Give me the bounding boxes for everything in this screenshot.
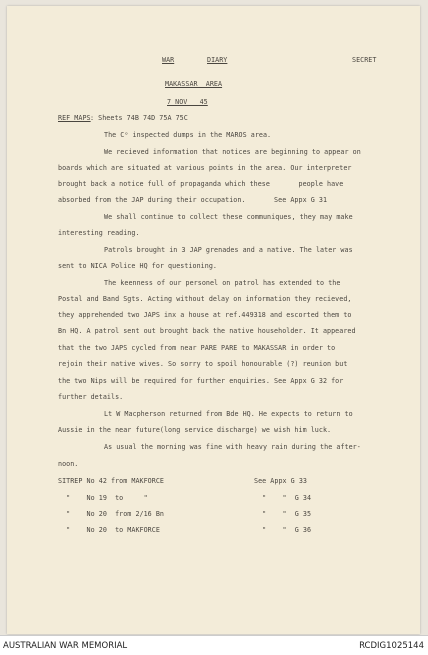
body-line: further details. <box>58 393 124 401</box>
sitrep-row-right: " " G 35 <box>254 510 312 518</box>
body-line: The Cᵒ inspected dumps in the MAROS area. <box>104 131 272 139</box>
sitrep-row-right: " " G 34 <box>254 494 312 502</box>
body-line: Patrols brought in 3 JAP grenades and a native. The later was <box>104 246 353 254</box>
body-line: Lt W Macpherson returned from Bde HQ. He expects to return to <box>104 410 353 418</box>
header-area: MAKASSAR AREA <box>165 80 223 88</box>
sitrep-row-left: SITREP No 42 from MAKFORCE <box>58 477 164 485</box>
body-line: brought back a notice full of propaganda which these people have <box>58 180 344 188</box>
document-page <box>7 6 420 634</box>
body-line: We recieved information that notices are beginning to appear on <box>104 148 361 156</box>
header-diary: DIARY <box>207 56 228 64</box>
body-line: absorbed from the JAP during their occupation. See Appx G 31 <box>58 196 328 204</box>
body-line: We shall continue to collect these communiques, they may make <box>104 213 353 221</box>
body-line: The keenness of our personel on patrol has extended to the <box>104 279 341 287</box>
header-classification: SECRET <box>352 56 377 64</box>
record-id: RCDIG1025144 <box>359 641 424 651</box>
body-line: that the two JAPS cycled from near PARE PARE to MAKASSAR in order to <box>58 344 336 352</box>
body-line: Aussie in the near future(long service discharge) we wish him luck. <box>58 426 332 434</box>
body-line: the two Nips will be required for further enquiries. See Appx G 32 for <box>58 377 344 385</box>
ref-maps-label: REF MAPS <box>58 114 91 122</box>
sitrep-row-left: " No 19 to " <box>58 494 148 502</box>
body-line: rejoin their native wives. So sorry to spoil honourable (?) reunion but <box>58 360 348 368</box>
sitrep-row-right: " " G 36 <box>254 526 312 534</box>
archive-name: AUSTRALIAN WAR MEMORIAL <box>3 641 128 651</box>
body-line: As usual the morning was fine with heavy rain during the after- <box>104 443 361 451</box>
ref-maps-value: : Sheets 74B 74D 75A 75C <box>90 114 188 122</box>
body-line: boards which are situated at various points in the area. Our interpreter <box>58 164 352 172</box>
body-line: noon. <box>58 460 79 468</box>
body-line: interesting reading. <box>58 229 140 237</box>
body-line: they apprehended two JAPS inx a house at ref.449318 and escorted them to <box>58 311 352 319</box>
sitrep-row-left: " No 20 from 2/16 Bn <box>58 510 164 518</box>
header-war: WAR <box>162 56 175 64</box>
header-date: 7 NOV 45 <box>167 98 208 106</box>
sitrep-row-left: " No 20 to MAKFORCE <box>58 526 160 534</box>
sitrep-row-right: See Appx G 33 <box>254 477 307 485</box>
body-line: Bn HQ. A patrol sent out brought back the native householder. It appeared <box>58 327 356 335</box>
archive-footer <box>0 635 428 655</box>
body-line: Postal and Band Sgts. Acting without delay on information they recieved, <box>58 295 352 303</box>
body-line: sent to NICA Police HQ for questioning. <box>58 262 217 270</box>
